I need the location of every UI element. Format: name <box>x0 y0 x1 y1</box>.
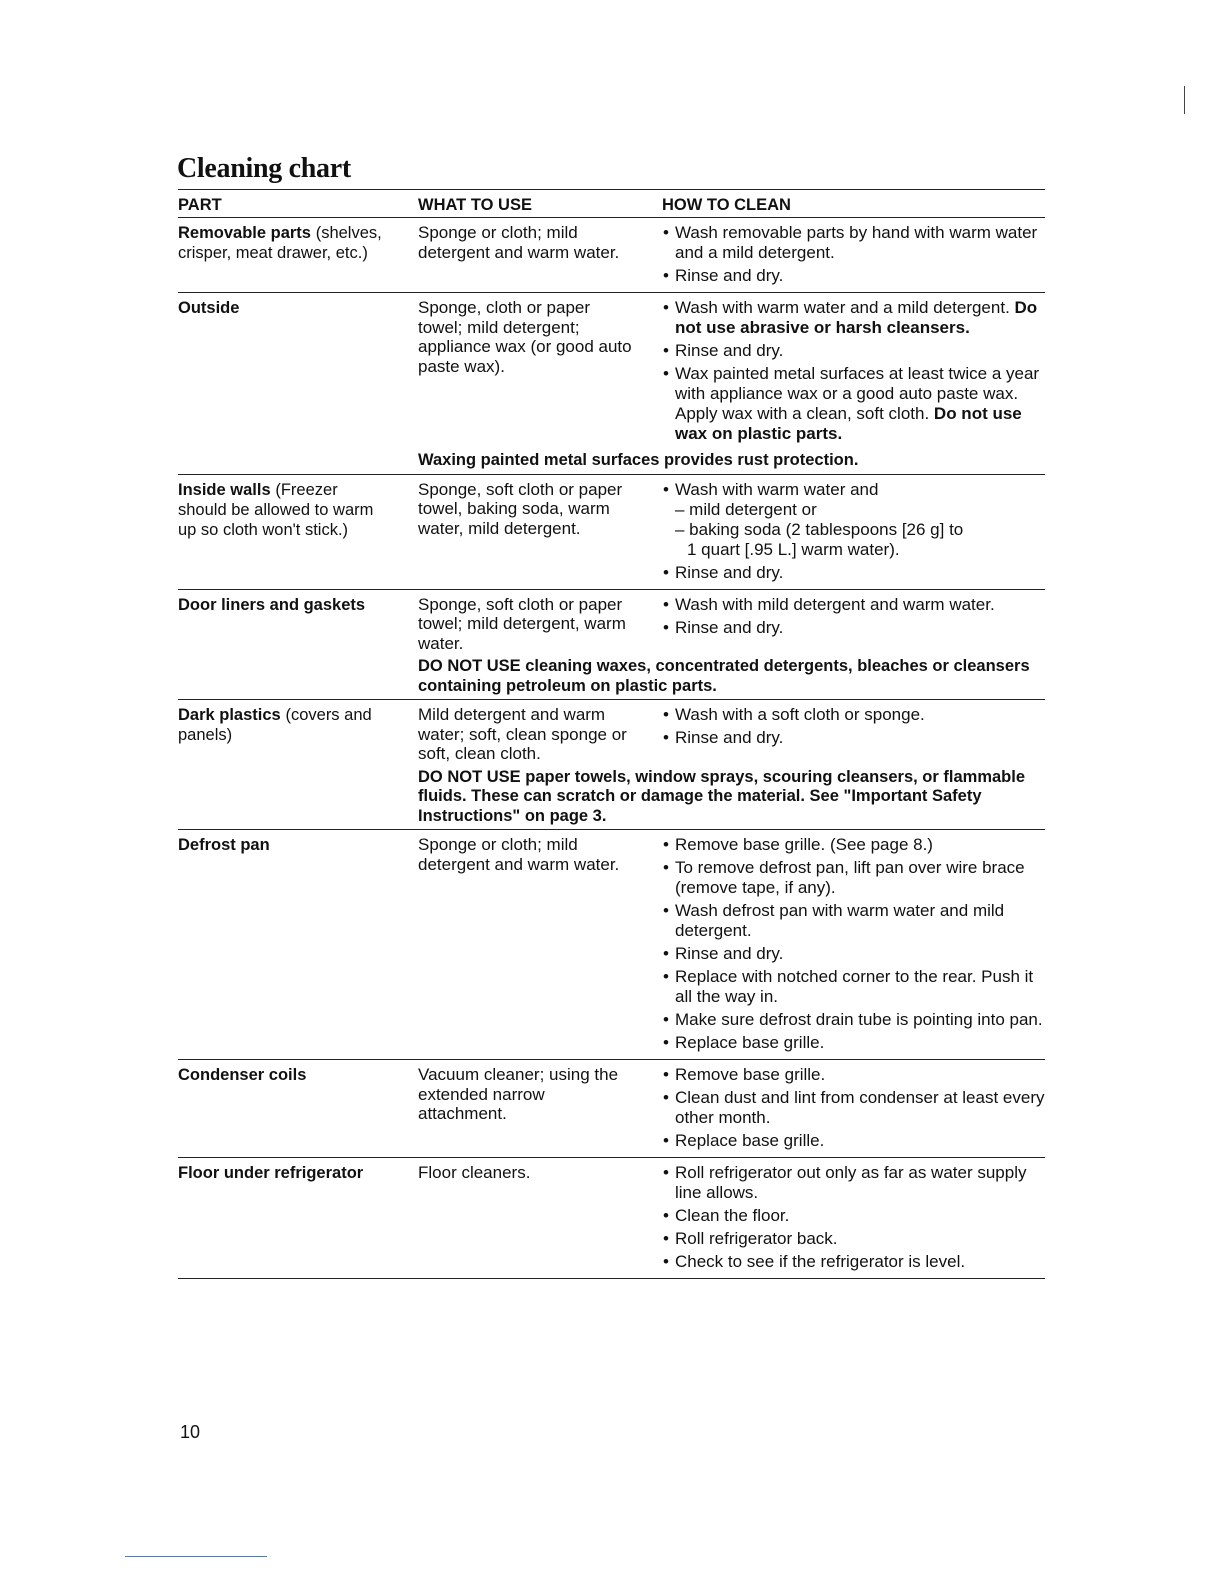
part-cell <box>178 298 418 447</box>
part-cell <box>178 1065 418 1154</box>
part-cell <box>178 835 418 1056</box>
what-to-use-cell: Sponge or cloth; mild detergent and warm water. <box>418 223 620 262</box>
row-warning-note: DO NOT USE paper towels, window sprays, scouring cleansers, or flammable fluids. These can scratch or damage the material. See "Important Safety Instructions" on page 3. <box>418 767 1026 825</box>
part-name: Removable parts <box>178 224 311 242</box>
footer-rule <box>125 1556 267 1557</box>
margin-mark <box>1184 86 1185 114</box>
step-text: Make sure defrost drain tube is pointing into pan. <box>675 1010 1043 1029</box>
step-text: Rinse and dry. <box>675 728 784 747</box>
what-to-use-cell: Sponge or cloth; mild detergent and warm water. <box>418 835 620 874</box>
header-part: PART <box>178 196 222 214</box>
step-text: Roll refrigerator out only as far as water supply line allows. <box>675 1163 1027 1202</box>
page-title: Cleaning chart <box>177 153 351 184</box>
table-row <box>178 1060 1045 1158</box>
table-body <box>178 218 1045 1279</box>
step-item <box>662 1033 1045 1053</box>
step-text: Replace base grille. <box>675 1033 825 1052</box>
step-text: Clean the floor. <box>675 1206 790 1225</box>
step-text: Replace with notched corner to the rear. Push it all the way in. <box>675 967 1034 1006</box>
step-sub-item: – mild detergent or <box>675 499 817 519</box>
step-text: Rinse and dry. <box>675 617 784 637</box>
table-row <box>178 830 1045 1060</box>
part-name: Defrost pan <box>178 836 270 854</box>
step-item <box>662 1229 1045 1249</box>
step-item <box>662 705 1045 725</box>
step-item <box>662 1131 1045 1151</box>
step-item <box>662 728 1045 748</box>
how-to-clean-cell <box>662 595 1045 654</box>
part-name: Door liners and gaskets <box>178 595 366 614</box>
row-warning-note: DO NOT USE cleaning waxes, concentrated detergents, bleaches or cleansers containing petroleum on plastic parts. <box>418 657 1030 695</box>
step-text: Replace base grille. <box>675 1131 825 1150</box>
how-to-clean-cell <box>662 298 1045 447</box>
table-header-row <box>178 190 1045 218</box>
row-warning-note: Waxing painted metal surfaces provides rust protection. <box>418 451 859 469</box>
step-text: Wax painted metal surfaces at least twice a year with appliance wax or a good auto paste wax. Apply wax with a clean, soft cloth. <box>675 364 1040 423</box>
step-text: Wash defrost pan with warm water and mild detergent. <box>675 901 1005 940</box>
step-text: Wash with mild detergent and warm water. <box>675 594 995 614</box>
part-note: (Freezer should be allowed to warm up so cloth won't stick.) <box>178 480 374 539</box>
how-to-clean-cell <box>662 480 1045 586</box>
step-item <box>662 1163 1045 1203</box>
part-note: (shelves, crisper, meat drawer, etc.) <box>178 224 382 262</box>
part-cell <box>178 1163 418 1275</box>
part-cell <box>178 595 418 654</box>
table-row <box>178 1158 1045 1279</box>
step-text: Wash with a soft cloth or sponge. <box>675 705 925 724</box>
how-to-clean-cell <box>662 705 1045 764</box>
step-sub-item: 1 quart [.95 L.] warm water). <box>687 539 900 559</box>
step-text: Rinse and dry. <box>675 266 784 285</box>
part-cell <box>178 705 418 764</box>
page-number: 10 <box>180 1422 201 1442</box>
step-item <box>662 858 1045 898</box>
table-row <box>178 218 1045 293</box>
step-item <box>662 595 1045 615</box>
step-text: Clean dust and lint from condenser at least every other month. <box>675 1088 1045 1127</box>
part-name: Outside <box>178 299 240 317</box>
part-name: Condenser coils <box>178 1066 307 1084</box>
step-text: Rinse and dry. <box>675 944 784 963</box>
part-name: Floor under refrigerator <box>178 1164 364 1182</box>
step-warning: Do not use abrasive or harsh cleansers. <box>675 298 1038 337</box>
step-item <box>662 341 1045 361</box>
how-to-clean-cell <box>662 223 1045 289</box>
what-to-use-cell: Sponge, soft cloth or paper towel; mild detergent, warm water. <box>418 594 626 653</box>
how-to-clean-cell <box>662 835 1045 1056</box>
part-name: Dark plastics <box>178 706 281 724</box>
cleaning-chart-table <box>178 189 1045 1279</box>
what-to-use-cell: Mild detergent and warm water; soft, clean sponge or soft, clean cloth. <box>418 705 627 763</box>
step-item <box>662 266 1045 286</box>
step-item <box>662 480 1045 560</box>
step-item <box>662 1088 1045 1128</box>
step-item <box>662 618 1045 638</box>
how-to-clean-cell <box>662 1163 1045 1275</box>
how-to-clean-cell <box>662 1065 1045 1154</box>
header-what-to-use: WHAT TO USE <box>418 196 532 214</box>
what-to-use-cell: Sponge, cloth or paper towel; mild detergent; appliance wax (or good auto paste wax). <box>418 298 632 376</box>
step-item <box>662 563 1045 583</box>
step-text: Wash with warm water and <box>675 479 879 499</box>
what-to-use-cell: Sponge, soft cloth or paper towel, baking soda, warm water, mild detergent. <box>418 479 623 538</box>
header-how-to-clean: HOW TO CLEAN <box>662 196 791 214</box>
step-item <box>662 364 1045 444</box>
part-note: (covers and panels) <box>178 706 372 744</box>
part-cell <box>178 480 418 586</box>
table-row <box>178 700 1045 830</box>
step-text: Rinse and dry. <box>675 341 784 360</box>
step-warning: Do not use wax on plastic parts. <box>675 404 1022 443</box>
step-text: Remove base grille. <box>675 1065 826 1084</box>
step-text: Wash with warm water and a mild detergent. <box>675 298 1010 317</box>
step-sub-item: – baking soda (2 tablespoons [26 g] to <box>675 519 964 539</box>
table-row <box>178 590 1045 701</box>
table-row <box>178 475 1045 590</box>
step-text: Remove base grille. (See page 8.) <box>675 835 933 854</box>
step-item <box>662 967 1045 1007</box>
step-item <box>662 223 1045 263</box>
step-item <box>662 1252 1045 1272</box>
what-to-use-cell: Floor cleaners. <box>418 1163 531 1182</box>
step-item <box>662 901 1045 941</box>
step-item <box>662 1065 1045 1085</box>
step-text: Rinse and dry. <box>675 562 784 582</box>
step-item <box>662 944 1045 964</box>
step-text: Check to see if the refrigerator is level. <box>675 1252 966 1271</box>
step-item <box>662 835 1045 855</box>
part-name: Inside walls <box>178 480 271 499</box>
step-text: Roll refrigerator back. <box>675 1229 838 1248</box>
part-cell <box>178 223 418 289</box>
step-text: Wash removable parts by hand with warm water and a mild detergent. <box>675 223 1038 262</box>
step-text: To remove defrost pan, lift pan over wire brace (remove tape, if any). <box>675 858 1025 897</box>
what-to-use-cell: Vacuum cleaner; using the extended narrow attachment. <box>418 1065 619 1123</box>
table-row <box>178 293 1045 475</box>
step-item <box>662 1010 1045 1030</box>
step-item <box>662 298 1045 338</box>
step-item <box>662 1206 1045 1226</box>
